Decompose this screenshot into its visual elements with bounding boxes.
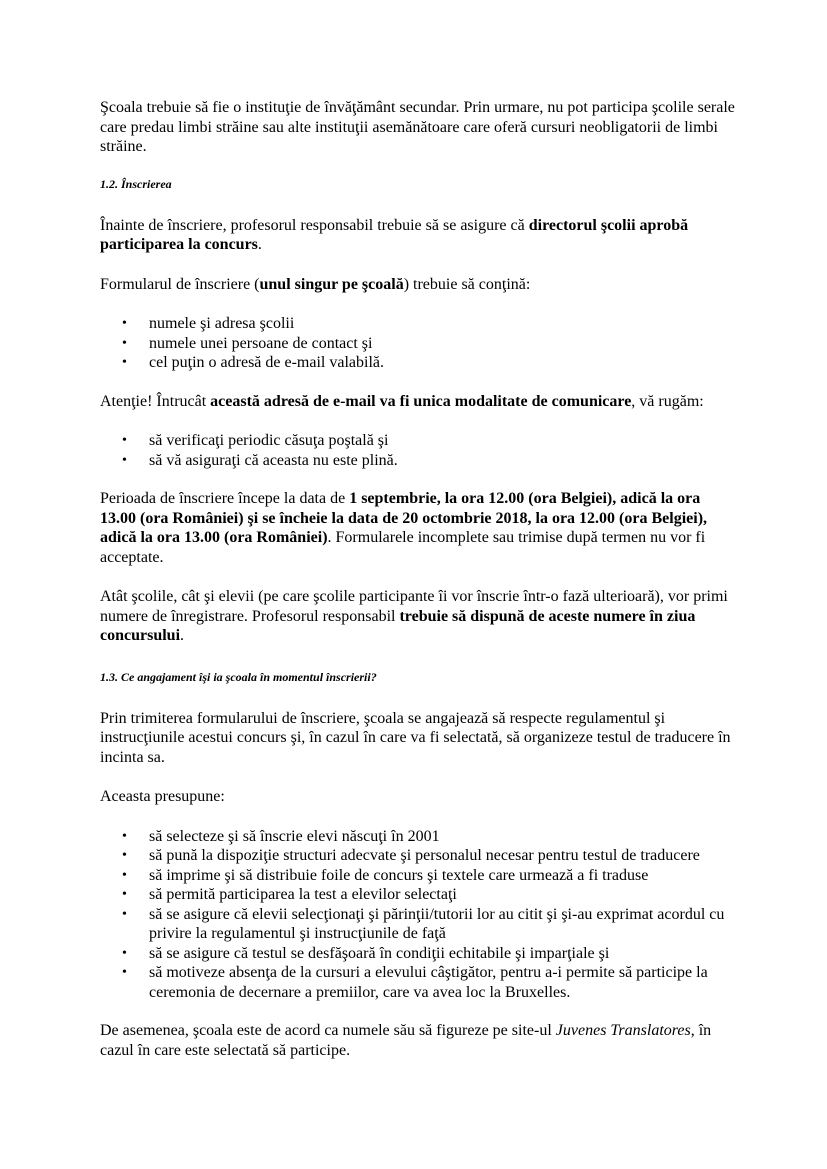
list-item xyxy=(100,314,740,334)
bullet-icon: • xyxy=(122,452,127,468)
bullet-icon: • xyxy=(122,887,127,902)
paragraph-website-consent xyxy=(100,1021,740,1060)
bullet-icon: • xyxy=(122,828,127,844)
list-item xyxy=(100,905,740,944)
bullet-icon: • xyxy=(122,355,127,370)
list-item xyxy=(100,885,740,905)
text-run: ) trebuie să conţină: xyxy=(403,275,531,293)
text-run: Înainte de înscriere, profesorul responsabil trebuie să se asigure că xyxy=(100,216,529,234)
list-email-requests xyxy=(100,431,740,470)
list-item xyxy=(100,944,740,964)
list-item-text: să verificaţi periodic căsuţa poştală şi xyxy=(149,432,389,449)
paragraph-form-contents xyxy=(100,275,740,295)
text-run: De asemenea, şcoala este de acord ca numele său să figureze pe site-ul xyxy=(100,1022,556,1039)
italic-text: Juvenes Translatores xyxy=(555,1022,691,1039)
text-run: Formularul de înscriere ( xyxy=(100,275,260,293)
text-run: Atenţie! Întrucât xyxy=(100,392,211,410)
list-item-text: numele şi adresa şcolii xyxy=(149,315,295,332)
bullet-icon: • xyxy=(122,906,127,922)
section-heading-commitment: 1.3. Ce angajament îşi ia şcoala în momentul înscrierii? xyxy=(100,669,377,684)
list-item xyxy=(100,846,740,866)
text-run: . Formularele incomplete sau trimise după termen nu vor fi acceptate. xyxy=(100,529,706,566)
list-item xyxy=(100,334,740,354)
list-item-text: să pună la dispoziţie structuri adecvate şi personalul necesar pentru testul de traducere xyxy=(149,847,700,864)
list-item-text: să se asigure că testul se desfăşoară în condiţii echitabile şi imparţiale şi xyxy=(149,944,610,962)
list-school-obligations xyxy=(100,827,740,1003)
bold-text: această adresă de e-mail va fi unica modalitate de comunicare xyxy=(210,392,632,410)
paragraph-registration-period xyxy=(100,489,740,567)
text-run: Atât şcolile, cât şi elevii (pe care şcolile participante îi vor înscrie într-o fază ulterioară), vor primi numere de înregistrare. Profesorul responsabil xyxy=(100,588,728,625)
list-item-text: cel puţin o adresă de e-mail valabilă. xyxy=(149,354,385,371)
list-item-text: să imprime şi să distribuie foile de concurs şi textele care urmează a fi traduse xyxy=(149,866,649,884)
list-item-text: să vă asiguraţi că aceasta nu este plină. xyxy=(149,451,398,469)
paragraph-school-type: Şcoala trebuie să fie o instituţie de învăţământ secundar. Prin urmare, nu pot participa şcolile serale care predau limbi străine sau alte instituţii asemănătoare care oferă cursuri neobligatorii de limbi străine. xyxy=(100,99,735,155)
bold-text: 1 septembrie, la ora 12.00 (ora Belgiei), adică la ora 13.00 (ora României) şi se încheie la data de 20 octombrie 2018, la ora 12.00 (ora Belgiei), adică la ora 13.00 (ora României) xyxy=(100,490,708,546)
list-item-text: să motiveze absenţa de la cursuri a elevului câştigător, pentru a-i permite să participe la ceremonia de decernare a premiilor, care va avea loc la Bruxelles. xyxy=(149,964,708,1001)
bullet-icon: • xyxy=(122,965,127,980)
paragraph-implies: Aceasta presupune: xyxy=(100,788,225,805)
list-item-text: să se asigure că elevii selecţionaţi şi părinţii/tutorii lor au citit şi şi-au exprimat acordul cu privire la regulamentul şi instrucţiunile de faţă xyxy=(149,905,725,942)
list-item xyxy=(100,353,740,373)
text-run: , vă rugăm: xyxy=(631,392,704,410)
list-item xyxy=(100,963,740,1002)
bullet-icon: • xyxy=(122,335,127,351)
bullet-icon: • xyxy=(122,433,127,448)
text-run: Perioada de înscriere începe la data de xyxy=(100,490,350,507)
text-run: , în cazul în care este selectată să participe. xyxy=(100,1022,712,1059)
bullet-icon: • xyxy=(122,316,127,331)
bold-text: directorul şcolii aprobă participarea la concurs xyxy=(100,216,689,253)
paragraph-principal-approval xyxy=(100,216,740,255)
list-item-text: numele unei persoane de contact şi xyxy=(149,334,373,352)
list-item-text: să selecteze şi să înscrie elevi născuţi în 2001 xyxy=(149,827,440,845)
list-item xyxy=(100,866,740,886)
paragraph-registration-numbers xyxy=(100,587,740,646)
paragraph-commitment: Prin trimiterea formularului de înscriere, şcoala se angajează să respecte regulamentul şi instrucţiunile acestui concurs şi, în cazul în care va fi selectată, să organizeze testul de traducere în incinta sa. xyxy=(100,709,731,766)
section-heading-registration: 1.2. Înscrierea xyxy=(100,176,172,191)
bullet-icon: • xyxy=(122,848,127,863)
bold-text: trebuie să dispună de aceste numere în ziua concursului xyxy=(100,607,696,644)
paragraph-email-warning xyxy=(100,392,740,412)
document-body xyxy=(100,98,740,1080)
text-run: . xyxy=(180,627,185,644)
list-item xyxy=(100,827,740,847)
bullet-icon: • xyxy=(122,945,127,961)
list-item xyxy=(100,451,740,471)
list-item-text: să permită participarea la test a elevilor selectaţi xyxy=(149,886,457,903)
bold-text: unul singur pe şcoală xyxy=(259,275,404,293)
list-item xyxy=(100,431,740,451)
bullet-icon: • xyxy=(122,867,127,883)
list-form-fields xyxy=(100,314,740,373)
text-run: . xyxy=(257,236,262,253)
